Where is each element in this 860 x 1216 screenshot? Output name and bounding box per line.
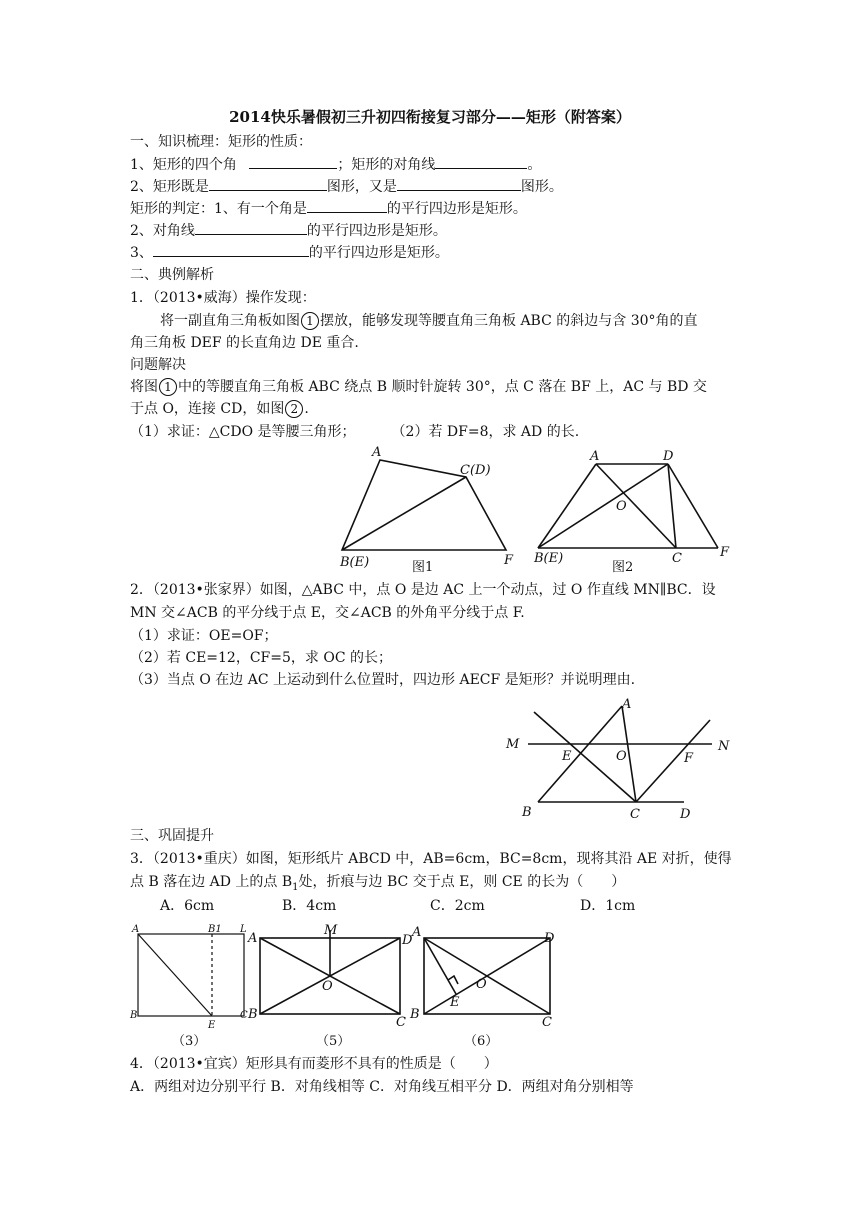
option-C: C．2cm xyxy=(430,898,485,914)
label-E: E xyxy=(208,1020,216,1031)
fill-blank xyxy=(209,176,327,191)
label-B: B xyxy=(410,1007,420,1022)
figure-small-6 xyxy=(410,922,570,1030)
label-F: F xyxy=(684,751,694,766)
label-B-E: B(E) xyxy=(340,555,370,570)
fill-blank xyxy=(195,220,307,235)
label-C: C xyxy=(240,1010,248,1021)
page-title: 2014快乐暑假初三升初四衔接复习部分——矩形（附答案） xyxy=(229,108,631,126)
text: 点 B 落在边 AD 上的点 B xyxy=(130,874,293,890)
label-A: A xyxy=(372,445,382,460)
label-O: O xyxy=(616,499,627,514)
question-1-text xyxy=(130,377,707,397)
label-F: F xyxy=(504,553,514,568)
question-1-text xyxy=(160,311,698,331)
section-heading: 一、知识梳理：矩形的性质： xyxy=(130,134,312,150)
figure-small-5 xyxy=(246,922,416,1030)
circled-number: 1 xyxy=(301,312,319,330)
knowledge-line-3 xyxy=(130,198,527,219)
question-4-text: 4．（2013•宜宾）矩形具有而菱形不具有的性质是（ ） xyxy=(130,1056,498,1072)
label-N: N xyxy=(718,739,730,754)
text: 矩形的判定：1、有一个角是 xyxy=(130,201,307,217)
text: 2、矩形既是 xyxy=(130,179,209,195)
question-1-head: 1．（2013•威海）操作发现： xyxy=(130,290,316,306)
fill-blank xyxy=(249,154,337,169)
figure-1-caption: 图1 xyxy=(412,560,434,575)
label-A: A xyxy=(132,924,140,935)
label-C: C xyxy=(672,551,682,566)
label-A: A xyxy=(248,931,258,946)
label-B: B xyxy=(522,805,532,820)
knowledge-line-1 xyxy=(130,154,541,175)
label-D: D xyxy=(544,931,555,946)
text: 摆放，能够发现等腰直角三角板 ABC 的斜边与含 30°角的直 xyxy=(320,313,698,329)
question-1-sub: 问题解决 xyxy=(130,357,186,373)
text: 中的等腰直角三角板 ABC 绕点 B 顺时针旋转 30°，点 C 落在 BF 上，AC 与 BD 交 xyxy=(178,379,707,395)
question-1-text: 角三角板 DEF 的长直角边 DE 重合. xyxy=(130,335,359,351)
text: 的平行四边形是矩形。 xyxy=(308,245,449,261)
figure-2-caption: 图2 xyxy=(612,560,634,575)
section-heading: 三、巩固提升 xyxy=(130,828,214,844)
text: 的平行四边形是矩形。 xyxy=(386,201,527,217)
text: 3、 xyxy=(130,245,153,261)
text: 。 xyxy=(527,157,542,173)
text: 将一副直角三角板如图 xyxy=(160,313,300,329)
label-D: L xyxy=(240,924,247,935)
option-B: B．4cm xyxy=(282,898,337,914)
label-F: F xyxy=(720,545,730,560)
question-2-part: （1）求证：OE=OF； xyxy=(130,628,278,644)
figure-small-3 xyxy=(128,922,252,1031)
figure-2 xyxy=(530,448,740,578)
label-A: A xyxy=(590,449,600,464)
knowledge-line-2 xyxy=(130,176,563,197)
text: 2、对角线 xyxy=(130,223,195,239)
label-A: A xyxy=(412,925,422,940)
figure-small-5-caption: （5） xyxy=(316,1034,351,1049)
fill-blank xyxy=(397,176,521,191)
figure-q2 xyxy=(500,692,740,824)
text: . xyxy=(304,401,309,417)
label-D: D xyxy=(680,807,691,822)
fill-blank xyxy=(435,154,527,169)
text: 1、矩形的四个角 xyxy=(130,157,237,173)
circled-number: 1 xyxy=(159,378,177,396)
knowledge-line-5 xyxy=(130,242,449,263)
figure-small-3-caption: （3） xyxy=(172,1034,207,1049)
label-D: D xyxy=(663,449,674,464)
question-2-part: （3）当点 O 在边 AC 上运动到什么位置时，四边形 AECF 是矩形？并说明理由. xyxy=(130,672,636,688)
part-2: （2）若 DF=8，求 AD 的长. xyxy=(391,424,580,440)
question-2-text: 2．（2013•张家界）如图，△ABC 中，点 O 是边 AC 上一个动点，过 O 作直线 MN∥BC．设 xyxy=(130,582,716,598)
label-E: E xyxy=(450,995,460,1010)
question-1-parts xyxy=(130,422,579,442)
label-C-D: C(D) xyxy=(460,463,491,478)
text: ；矩形的对角线 xyxy=(337,157,436,173)
text: 图形。 xyxy=(520,179,563,195)
label-E: E xyxy=(562,749,572,764)
label-O: O xyxy=(616,749,627,764)
label-B: B xyxy=(248,1007,258,1022)
section-heading: 二、典例解析 xyxy=(130,267,214,283)
option-A: A．6cm xyxy=(160,898,215,914)
fill-blank xyxy=(153,242,309,257)
text: 于点 O，连接 CD，如图 xyxy=(130,401,285,417)
question-4-options: A．两组对边分别平行 B．对角线相等 C．对角线互相平分 D．两组对角分别相等 xyxy=(130,1079,634,1095)
label-B: B xyxy=(130,1010,138,1021)
question-2-text: MN 交∠ACB 的平分线于点 E，交∠ACB 的外角平分线于点 F. xyxy=(130,605,525,621)
label-C: C xyxy=(542,1015,552,1030)
question-1-text xyxy=(130,399,309,419)
figure-small-6-caption: （6） xyxy=(464,1034,499,1049)
fill-blank xyxy=(307,198,387,213)
label-D: D xyxy=(402,933,413,948)
subscript: 1 xyxy=(292,881,299,893)
circled-number: 2 xyxy=(285,400,303,418)
text: 的平行四边形是矩形。 xyxy=(306,223,447,239)
text: 将图 xyxy=(130,379,158,395)
question-3-text: 3．（2013•重庆）如图，矩形纸片 ABCD 中，AB=6cm，BC=8cm，现将其沿 AE 对折，使得 xyxy=(130,851,732,867)
label-B1: B1 xyxy=(208,924,222,935)
knowledge-line-4 xyxy=(130,220,447,241)
label-M: M xyxy=(506,737,520,752)
label-C: C xyxy=(396,1015,406,1030)
label-O: O xyxy=(476,977,487,992)
question-2-part: （2）若 CE=12，CF=5，求 OC 的长； xyxy=(130,650,392,666)
label-M: M xyxy=(324,923,338,938)
label-B-E: B(E) xyxy=(534,551,564,566)
question-3-text xyxy=(130,872,625,898)
label-O: O xyxy=(322,979,333,994)
text: 图形，又是 xyxy=(326,179,397,195)
text: 处，折痕与边 BC 交于点 E，则 CE 的长为（ ） xyxy=(298,874,626,890)
label-C: C xyxy=(630,807,640,822)
part-1: （1）求证：△CDO 是等腰三角形； xyxy=(130,424,356,440)
option-D: D．1cm xyxy=(580,898,636,914)
label-A: A xyxy=(622,697,632,712)
